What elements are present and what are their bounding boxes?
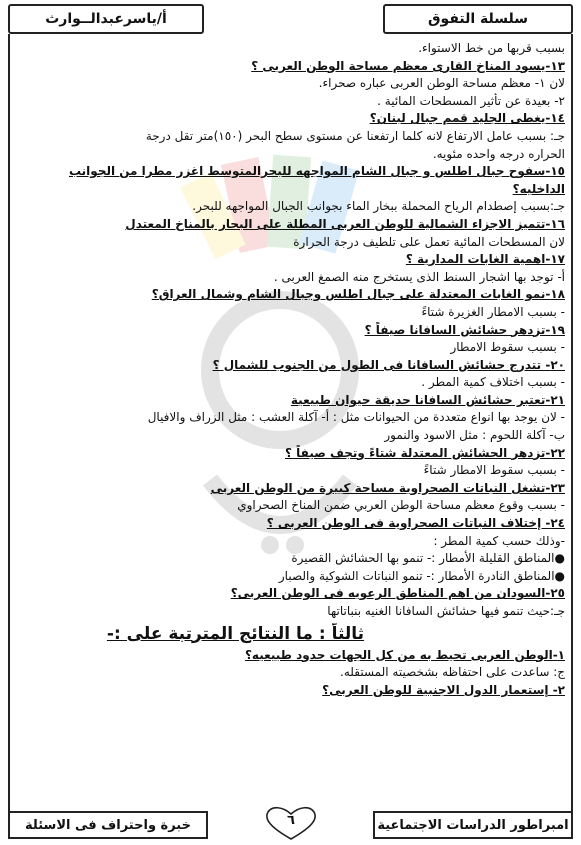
answer-line: - بسبب وقوع معظم مساحة الوطن العربي ضمن المناخ الصحراوي bbox=[237, 498, 565, 513]
answer-line: -وذلك حسب كمية المطر : bbox=[433, 533, 565, 548]
answer-line: - بسبب اختلاف كمية المطر . bbox=[421, 375, 565, 390]
question-line: ٢٤- إختلاف النباتات الصحراوية فى الوطن العربى ؟ bbox=[266, 516, 565, 531]
answer-line: - بسبب سقوط الامطار شتاءً bbox=[423, 463, 565, 478]
question-line: ١٩-تزدهر حشائش السافانا صيفاً ؟ bbox=[364, 322, 565, 337]
answer-line: جـ:حيث تنمو فيها حشائش السافانا الغنيه بنباتاتها bbox=[327, 604, 565, 618]
answer-line: جـ: بسبب عامل الارتفاع لانه كلما ارتفعنا عن مستوى سطح البحر (١٥٠)متر تقل درجة bbox=[145, 128, 565, 143]
question-line: ١٨-نمو الغابات المعتدلة على جبال اطلس وجبال الشام وشمال العراق؟ bbox=[151, 287, 565, 302]
answer-line: أ- توجد بها اشجار السنط الذى يستخرج منه الصمغ العربى . bbox=[273, 269, 565, 284]
answer-line: - بسبب سقوط الامطار bbox=[450, 340, 565, 355]
footer-right-text: امبراطور الدراسات الاجتماعية bbox=[377, 817, 569, 833]
page-number-badge bbox=[262, 805, 320, 841]
answer-line: ●المناطق النادرة الأمطار :- تنمو النباتات الشوكية والصبار bbox=[278, 568, 565, 583]
footer-left-text: خبرة واحتراف فى الاسئلة bbox=[25, 817, 191, 833]
answer-line: بسبب قربها من خط الاستواء. bbox=[418, 41, 565, 55]
answer-line: ج: ساعدت على احتفاظه بشخصيته المستقله. bbox=[340, 665, 565, 680]
footer-right-box bbox=[373, 811, 573, 839]
answer-line: ٢- بعيدة عن تأثير المسطحات المائية . bbox=[377, 93, 565, 108]
question-line: ٢٣-تشغل النباتات الصحراوية مساحة كبيرة من الوطن العربى bbox=[210, 480, 565, 495]
answer-line: لان ١- معظم مساحة الوطن العربى عباره صحراء. bbox=[318, 76, 565, 91]
answer-line: ب- آكلة اللحوم : مثل الاسود والنمور bbox=[384, 428, 565, 443]
question-line: ١٦-تتميز الاجزاء الشمالية للوطن العربى المطلة على البحار بالمناخ المعتدل bbox=[125, 216, 565, 231]
answer-line: الحراره درجه واحده مئويه. bbox=[432, 146, 565, 161]
answer-line: - لان يوجد بها انواع متعددة من الحيوانات مثل : أ- آكلة العشب : مثل الزراف والافيال bbox=[147, 410, 565, 425]
document-content bbox=[16, 40, 565, 699]
question-line: ١٤-يغطى الجليد قمم جبال لبنان؟ bbox=[369, 111, 565, 126]
answer-line: لان المسطحات المائية تعمل على تلطيف درجة الحرارة bbox=[293, 234, 565, 249]
series-title-box bbox=[383, 4, 573, 34]
author-name: أ/ياسرعبدالــوارث bbox=[45, 11, 167, 27]
question-line: ١٣-يسود المناخ القارى معظم مساحة الوطن العربى ؟ bbox=[251, 58, 565, 73]
question-line: ١٧-اهمية الغابات المدارية ؟ bbox=[405, 252, 565, 267]
question-line: ١٥-سفوح جبال اطلس و جبال الشام المواجهه للبحرالمتوسط اغزر مطرا من الجوانب bbox=[68, 164, 565, 179]
question-line: ١-الوطن العربى تحيط به من كل الجهات حدود طبيعيه؟ bbox=[244, 647, 565, 662]
answer-line: ●المناطق القليلة الأمطار :- تنمو بها الحشائش القصيرة bbox=[291, 551, 565, 566]
question-line: الداخليه؟ bbox=[512, 181, 565, 196]
answer-line: جـ:بسبب إصطدام الرياح المحملة ببخار الماء بجوانب الجبال المواجهه للبحر. bbox=[192, 199, 565, 214]
answer-line: - بسبب الامطار الغزيرة شتاءً bbox=[421, 304, 565, 319]
question-line: ٢١-تعتبر حشائش السافانا حديقة حيوان طبيعية bbox=[290, 392, 565, 407]
question-line: ٢٥-السودان من اهم المناطق الرعويه فى الوطن العربى؟ bbox=[230, 586, 565, 601]
question-line: ٢٢-تزدهر الحشائش المعتدلة شتاءً وتجف صيفاً ؟ bbox=[285, 445, 565, 460]
question-line: ٢- إستعمار الدول الاجنبية للوطن العربى؟ bbox=[322, 682, 565, 697]
page-number: ٦ bbox=[287, 813, 295, 828]
question-line: ٢٠- تتدرج حشائش السافانا فى الطول من الجنوب للشمال ؟ bbox=[212, 357, 565, 372]
section-heading: ثالثاً : ما النتائج المترتبة على :- bbox=[106, 623, 365, 644]
author-box bbox=[8, 4, 204, 34]
series-title: سلسلة التفوق bbox=[428, 11, 528, 27]
footer-left-box bbox=[8, 811, 208, 839]
